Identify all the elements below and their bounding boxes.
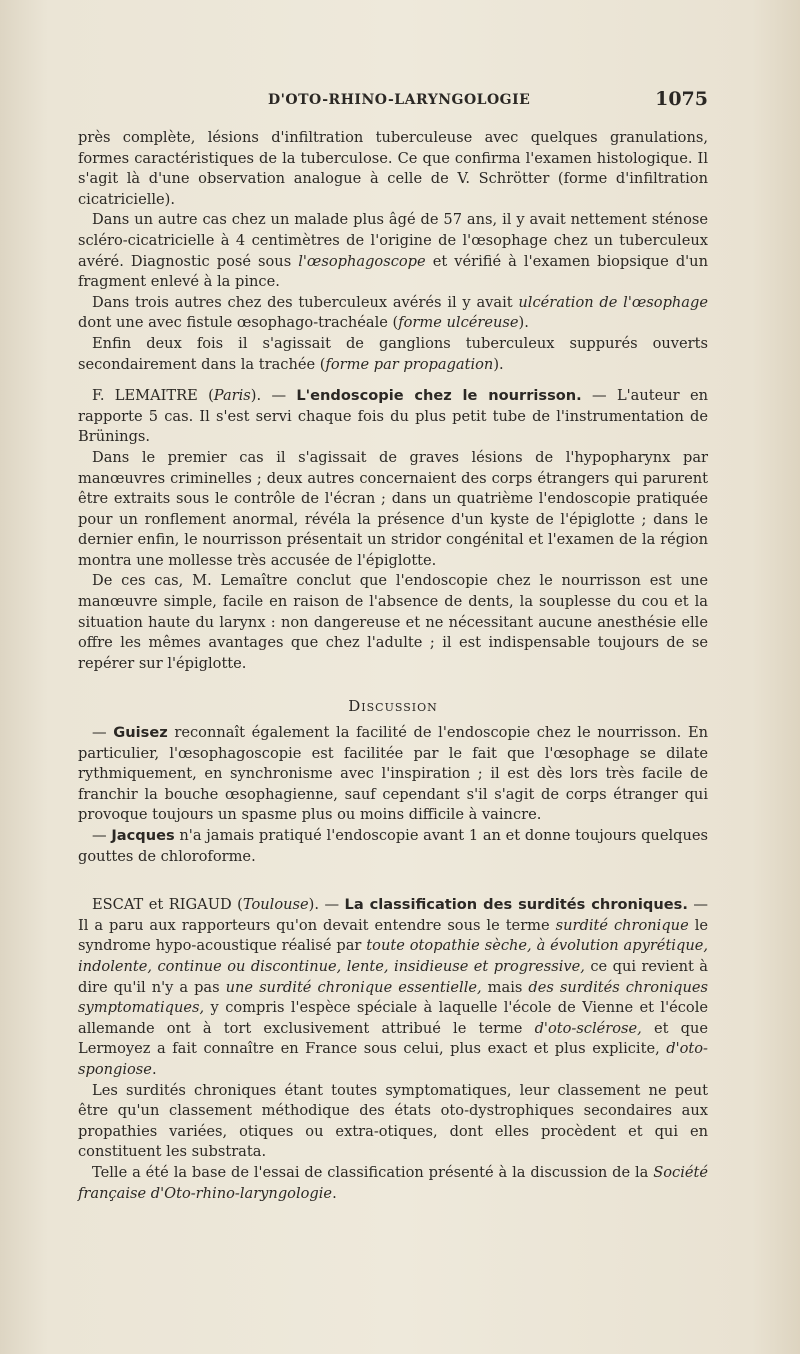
paragraph-guisez xyxy=(78,723,708,826)
page-number: 1075 xyxy=(655,88,708,110)
paragraph-text: et que Lermoyez a fait connaître en France sous celui, plus exact et plus explicite, xyxy=(78,1019,708,1058)
italic-term: forme ulcéreuse xyxy=(398,314,519,332)
italic-term: surdité chronique xyxy=(555,916,689,934)
author-name: F. LEMAITRE xyxy=(92,387,198,405)
paragraph-text: y compris l'espèce spéciale à laquelle l'école de Vienne et l'école allemande ont à tort exclusivement attribué le terme xyxy=(78,999,708,1037)
italic-term: forme par propagation xyxy=(325,355,494,373)
paragraph-11 xyxy=(78,1081,708,1163)
italic-term: l'œsophagoscope xyxy=(298,252,426,270)
paragraph-7 xyxy=(78,571,708,674)
paragraph-6 xyxy=(78,448,708,572)
paragraph-text: ). xyxy=(518,314,529,332)
article-title: La classification des surdités chroniques. xyxy=(344,896,688,914)
running-header xyxy=(78,90,708,116)
paragraph-text: mais xyxy=(481,978,529,996)
paragraph-text: Dans le premier cas il s'agissait de graves lésions de l'hypopharynx par manœuvres criminelles ; deux autres concernaient des corps étrangers qui parurent être extraits sous le contrôle de l'écran ; dans un quatrième l'endoscopie pratiquée pour un ronflement anormal, révéla la présence d'un kyste de l'épiglotte ; dans le dernier enfin, le nourrisson présentait un stridor congénital et l'examen de la région montra une mollesse très accusée de l'épiglotte. xyxy=(78,448,708,569)
punct: ). — xyxy=(250,387,297,405)
paragraph-3 xyxy=(78,293,708,334)
paragraph-text: et vérifié à l'examen biopsique d'un fragment enlevé à la pince. xyxy=(78,252,708,291)
italic-term: d'oto-sclérose, xyxy=(534,1019,642,1037)
author-place: Toulouse xyxy=(242,896,309,914)
italic-term: d'oto-spongiose xyxy=(78,1040,708,1078)
punct: ( xyxy=(231,896,243,914)
italic-term: ulcération de l'œsophage xyxy=(518,293,708,311)
running-title: D'OTO-RHINO-LARYNGOLOGIE xyxy=(268,92,531,108)
paragraph-escat-rigaud xyxy=(78,895,708,1080)
paragraph-12 xyxy=(78,1163,708,1204)
italic-term: toute otopathie sèche, à évolution apyrétique, indolente, continue ou discontinue, lente, insidieuse et progressive, xyxy=(78,937,708,975)
paragraph-text: — Il a paru aux rapporteurs qu'on devait entendre sous le terme xyxy=(78,896,708,934)
paragraph-lemaitre xyxy=(78,386,708,448)
italic-term: une surdité chronique essentielle, xyxy=(225,978,482,996)
author-place: Paris xyxy=(213,387,251,405)
paragraph-text: Les surdités chroniques étant toutes symptomatiques, leur classement ne peut être qu'un classement méthodique des états oto-dystrophiques secondaires aux propathies variées, otiques ou extra-otiques, dont elles procèdent et qui en constituent les substrata. xyxy=(78,1081,708,1161)
article-body xyxy=(78,128,708,1204)
punct: ( xyxy=(197,387,214,405)
paragraph-text: — L'auteur en rapporte 5 cas. Il s'est servi chaque fois du plus petit tube de l'instrumentation de Brünings. xyxy=(78,387,708,446)
paragraph-text: dont une avec fistule œsophago-trachéale ( xyxy=(78,314,399,332)
paragraph-text: Telle a été la base de l'essai de classification présenté à la discussion de la xyxy=(92,1163,654,1181)
discussion-heading: Discussion xyxy=(348,697,438,716)
paragraph-text: ). xyxy=(493,355,504,373)
paragraph-text: Dans trois autres chez des tuberculeux avérés il y avait xyxy=(92,293,519,311)
italic-term: Société française d'Oto-rhino-laryngologie xyxy=(78,1163,708,1202)
paragraph-text: ce qui revient à dire qu'il n'y a pas xyxy=(78,957,708,996)
punct: — xyxy=(92,827,112,844)
paragraph-text: près complète, lésions d'infiltration tuberculeuse avec quelques granulations, formes caractéristiques de la tuberculose. Ce que confirma l'examen histologique. Il s'agit là d'une observation analogue à celle de V. Schrötter (forme d'infiltration cicatricielle). xyxy=(78,129,708,208)
paragraph-2 xyxy=(78,210,708,292)
paragraph-text: De ces cas, M. Lemaître conclut que l'endoscopie chez le nourrisson est une manœuvre simple, facile en raison de l'absence de dents, la souplesse du cou et la situation haute du larynx : non dangereuse et ne nécessitant aucune anesthésie elle offre les mêmes avantages que chez l'adulte ; il est indispensable toujours de se repérer sur l'épiglotte. xyxy=(78,572,708,672)
paragraph-text: reconnaît également la facilité de l'endoscopie chez le nourrisson. En particulier, l'œsophagoscopie est facilitée par le fait que l'œsophage se dilate rythmiquement, en synchronisme avec l'inspiration ; il est dès lors très facile de franchir la bouche œsophagienne, sauf cependant s'il s'agit de corps étranger qui provoque toujours un spasme plus ou moins difficile à vaincre. xyxy=(78,724,708,824)
punct: ). — xyxy=(308,896,345,914)
paragraph-4 xyxy=(78,334,708,375)
paragraph-text: Dans un autre cas chez un malade plus âgé de 57 ans, il y avait nettement sténose scléro-cicatricielle à 4 centimètres de l'origine de l'œsophage chez un tuberculeux avéré. Diagnostic posé sous xyxy=(78,211,708,270)
author-name: ESCAT et RIGAUD xyxy=(92,896,232,914)
italic-term: des surdités chroniques symptomatiques, xyxy=(78,978,709,1017)
punct: — xyxy=(92,724,114,742)
paragraph-jacques xyxy=(78,826,708,867)
paragraph-text: . xyxy=(332,1184,337,1202)
paragraph-1 xyxy=(78,128,708,210)
speaker-name: Guisez xyxy=(113,724,168,742)
paragraph-text: Enfin deux fois il s'agissait de ganglions tuberculeux suppurés ouverts secondairement dans la trachée ( xyxy=(78,334,708,373)
paragraph-text: le syndrome hypo-acoustique réalisé par xyxy=(78,916,708,955)
speaker-name: Jacques xyxy=(111,827,175,844)
paragraph-text: . xyxy=(151,1060,157,1078)
article-title: L'endoscopie chez le nourrisson. xyxy=(296,387,582,405)
paragraph-text: n'a jamais pratiqué l'endoscopie avant 1 an et donne toujours quelques gouttes de chloroforme. xyxy=(78,827,708,865)
